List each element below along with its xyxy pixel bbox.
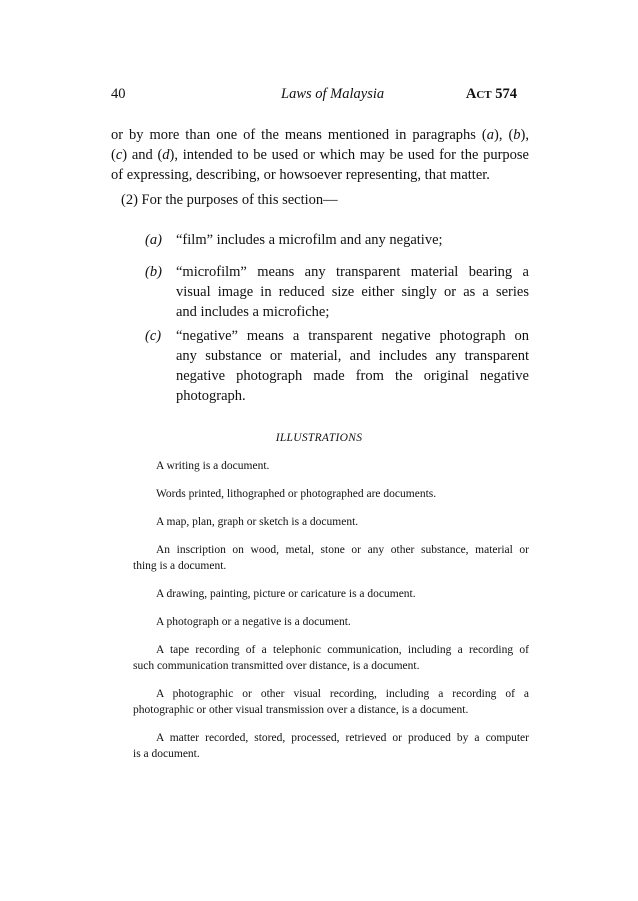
- text-line: Words printed, lithographed or photographed are documents.: [156, 488, 437, 500]
- illustration-item: [133, 458, 529, 474]
- subsection-number: (2): [121, 192, 138, 208]
- continuation-paragraph: [111, 125, 529, 185]
- text-line: any substance or material, and includes any transparent: [176, 348, 529, 364]
- illustration-item: [133, 514, 529, 530]
- paragraph-ref: b: [513, 127, 521, 143]
- text-line: and includes a microfiche;: [176, 304, 330, 320]
- illustration-item: [133, 542, 529, 574]
- definition-label: (a): [145, 232, 162, 248]
- illustration-item: [133, 614, 529, 630]
- text-line: A photographic or other visual recording, including a recording of a: [156, 688, 529, 700]
- text-line: is a document.: [133, 748, 200, 760]
- text-line: A writing is a document.: [156, 460, 270, 472]
- running-title: Laws of Malaysia: [281, 86, 385, 102]
- act-num: 574: [495, 86, 517, 102]
- act-smallcaps: CT: [476, 89, 492, 101]
- illustration-item: [133, 730, 529, 762]
- text-line: A drawing, painting, picture or caricature is a document.: [156, 588, 416, 600]
- text-line: An inscription on wood, metal, stone or any other substance, material or: [156, 544, 529, 556]
- illustrations-heading: ILLUSTRATIONS: [275, 432, 363, 444]
- text-line: thing is a document.: [133, 560, 227, 572]
- illustration-item: [133, 486, 529, 502]
- subsection-text: For the purposes of this section—: [141, 192, 338, 208]
- paragraph-ref: d: [162, 147, 170, 163]
- text-line: “film” includes a microfilm and any negative;: [176, 232, 443, 248]
- text-line: “negative” means a transparent negative photograph on: [176, 328, 529, 344]
- page-header: [111, 86, 529, 106]
- paragraph-ref: a: [486, 127, 494, 143]
- definition-text: [176, 230, 529, 250]
- text-line: such communication transmitted over distance, is a document.: [133, 660, 420, 672]
- act-prefix: A: [465, 86, 477, 102]
- text-line: A matter recorded, stored, processed, retrieved or produced by a computer: [156, 732, 529, 744]
- definition-label: (c): [145, 328, 162, 344]
- text-line: “microfilm” means any transparent material bearing a: [176, 264, 529, 280]
- subsection-2: [111, 190, 529, 210]
- text-line: photograph.: [176, 388, 246, 404]
- text-line: A photograph or a negative is a document.: [156, 616, 351, 628]
- definition-text: [176, 326, 529, 406]
- text-line: (c) and (d), intended to be used or which may be used for the purpose: [111, 147, 529, 163]
- text-line: visual image in reduced size either singly or as a series: [176, 284, 529, 300]
- definition-text: [176, 262, 529, 322]
- definition-label: (b): [145, 264, 162, 280]
- illustration-item: [133, 642, 529, 674]
- paragraph-ref: c: [115, 147, 123, 163]
- text-line: negative photograph made from the original negative: [176, 368, 529, 384]
- page-number: 40: [111, 86, 126, 102]
- text-line: photographic or other visual transmission over a distance, is a document.: [133, 704, 469, 716]
- illustration-item: [133, 586, 529, 602]
- text-line: A map, plan, graph or sketch is a document.: [156, 516, 359, 528]
- text-line: A tape recording of a telephonic communication, including a recording of: [156, 644, 529, 656]
- illustration-item: [133, 686, 529, 718]
- text-line: of expressing, describing, or howsoever representing, that matter.: [111, 167, 490, 183]
- act-number: [466, 86, 517, 103]
- text-line: or by more than one of the means mentioned in paragraphs (a), (b),: [111, 127, 530, 143]
